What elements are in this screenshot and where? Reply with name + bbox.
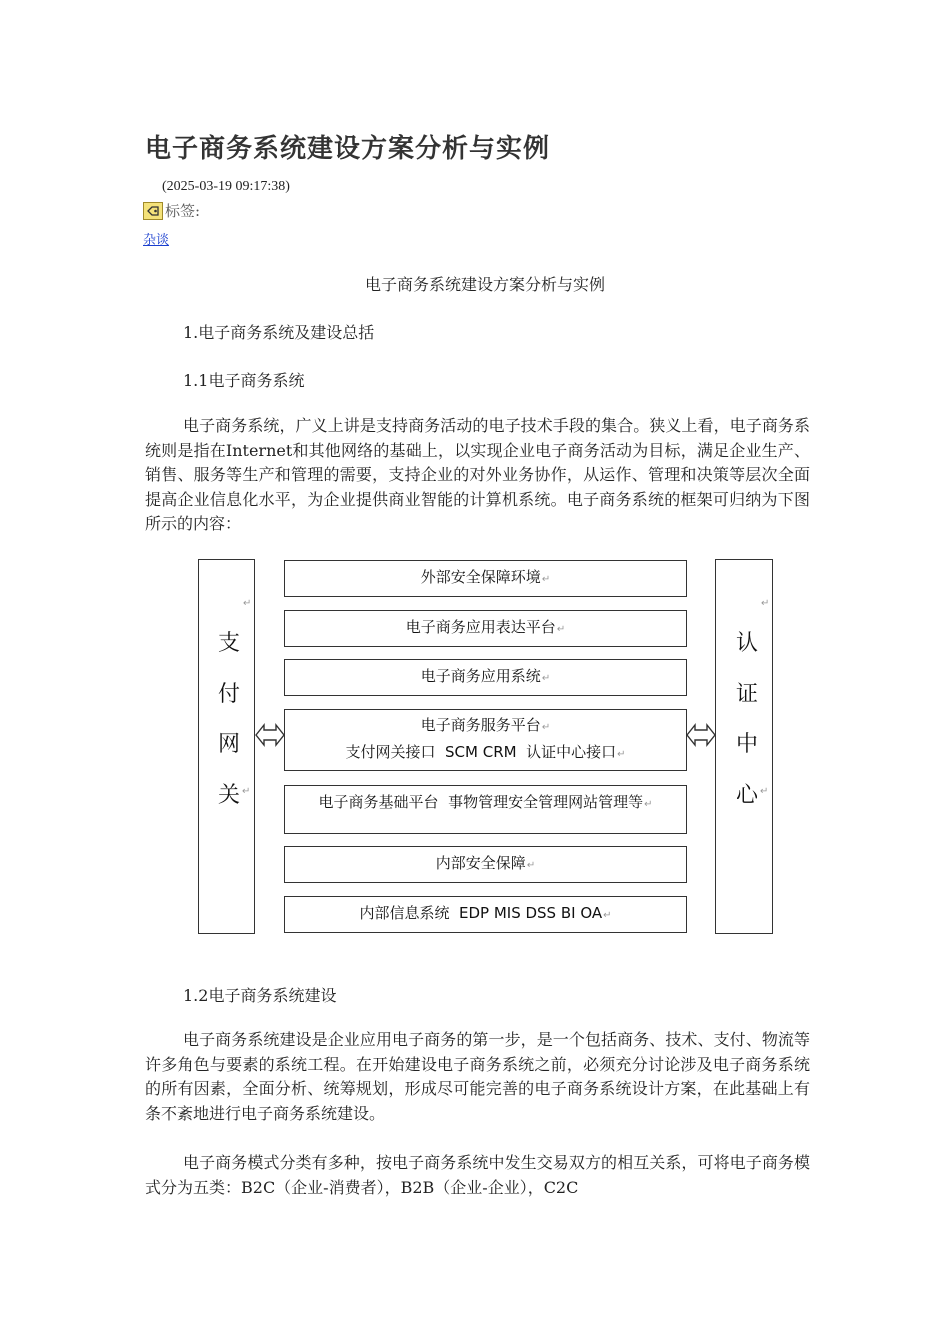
payment-gateway-char: 网 <box>218 732 241 757</box>
document-heading: 电子商务系统建设方案分析与实例 <box>364 275 605 294</box>
layer-service-platform: 电子商务服务平台↵ 支付网关接口 SCM CRM 认证中心接口↵ <box>284 709 687 771</box>
certificate-authority-char: 认 <box>736 631 759 656</box>
layer-presentation-platform: 电子商务应用表达平台↵ <box>284 610 687 647</box>
tag-label: 标签: <box>165 202 201 220</box>
double-arrow-right-icon <box>686 722 716 748</box>
timestamp: (2025-03-19 09:17:38) <box>162 179 290 194</box>
layer-application-system: 电子商务应用系统↵ <box>284 659 687 696</box>
tag-icon <box>143 202 163 220</box>
payment-gateway-char: 关 <box>218 783 241 808</box>
certificate-authority-char: 中 <box>736 732 759 757</box>
tag-link-zatan[interactable]: 杂谈 <box>143 233 170 248</box>
page-title: 电子商务系统建设方案分析与实例 <box>145 134 551 164</box>
payment-gateway-char: 付 <box>218 682 241 707</box>
tag-row <box>143 200 200 221</box>
paragraph-1: 电子商务系统，广义上讲是支持商务活动的电子技术手段的集合。狭义上看，电子商务系统则是指在Internet和其他网络的基础上，以实现企业电子商务活动为目标，满足企业生产、销售、服务等生产和管理的需要，支持企业的对外业务协作，从运作、管理和决策等层次全面提高企业信息化水平，为企业提供商业智能的计算机系统。电子商务系统的框架可归纳为下图所示的内容： <box>145 416 810 533</box>
layer-external-security: 外部安全保障环境↵ <box>284 560 687 597</box>
payment-gateway-column: ↵ 支 付 网 关 ↵ <box>198 559 255 934</box>
paragraph-3: 电子商务模式分类有多种，按电子商务系统中发生交易双方的相互关系，可将电子商务模式分为五类：B2C（企业-消费者），B2B（企业-企业），C2C <box>145 1153 810 1197</box>
certificate-authority-char: 证 <box>736 682 759 707</box>
double-arrow-left-icon <box>255 722 285 748</box>
section-heading-1-1: 1.1电子商务系统 <box>183 371 305 390</box>
certificate-authority-column: ↵ 认 证 中 心 ↵ <box>715 559 773 934</box>
layer-base-platform: 电子商务基础平台 事物管理安全管理网站管理等↵ <box>284 785 687 834</box>
payment-gateway-char: 支 <box>218 631 241 656</box>
layer-internal-security: 内部安全保障↵ <box>284 846 687 883</box>
certificate-authority-char: 心 <box>736 783 759 808</box>
section-heading-1: 1.电子商务系统及建设总括 <box>183 323 375 342</box>
paragraph-2: 电子商务系统建设是企业应用电子商务的第一步，是一个包括商务、技术、支付、物流等许多角色与要素的系统工程。在开始建设电子商务系统之前，必须充分讨论涉及电子商务系统的所有因素，全面分析、统筹规划，形成尽可能完善的电子商务系统设计方案，在此基础上有条不紊地进行电子商务系统建设。 <box>145 1030 810 1123</box>
layer-internal-info-system: 内部信息系统 EDP MIS DSS BI OA↵ <box>284 896 687 933</box>
section-heading-1-2: 1.2电子商务系统建设 <box>183 986 337 1005</box>
